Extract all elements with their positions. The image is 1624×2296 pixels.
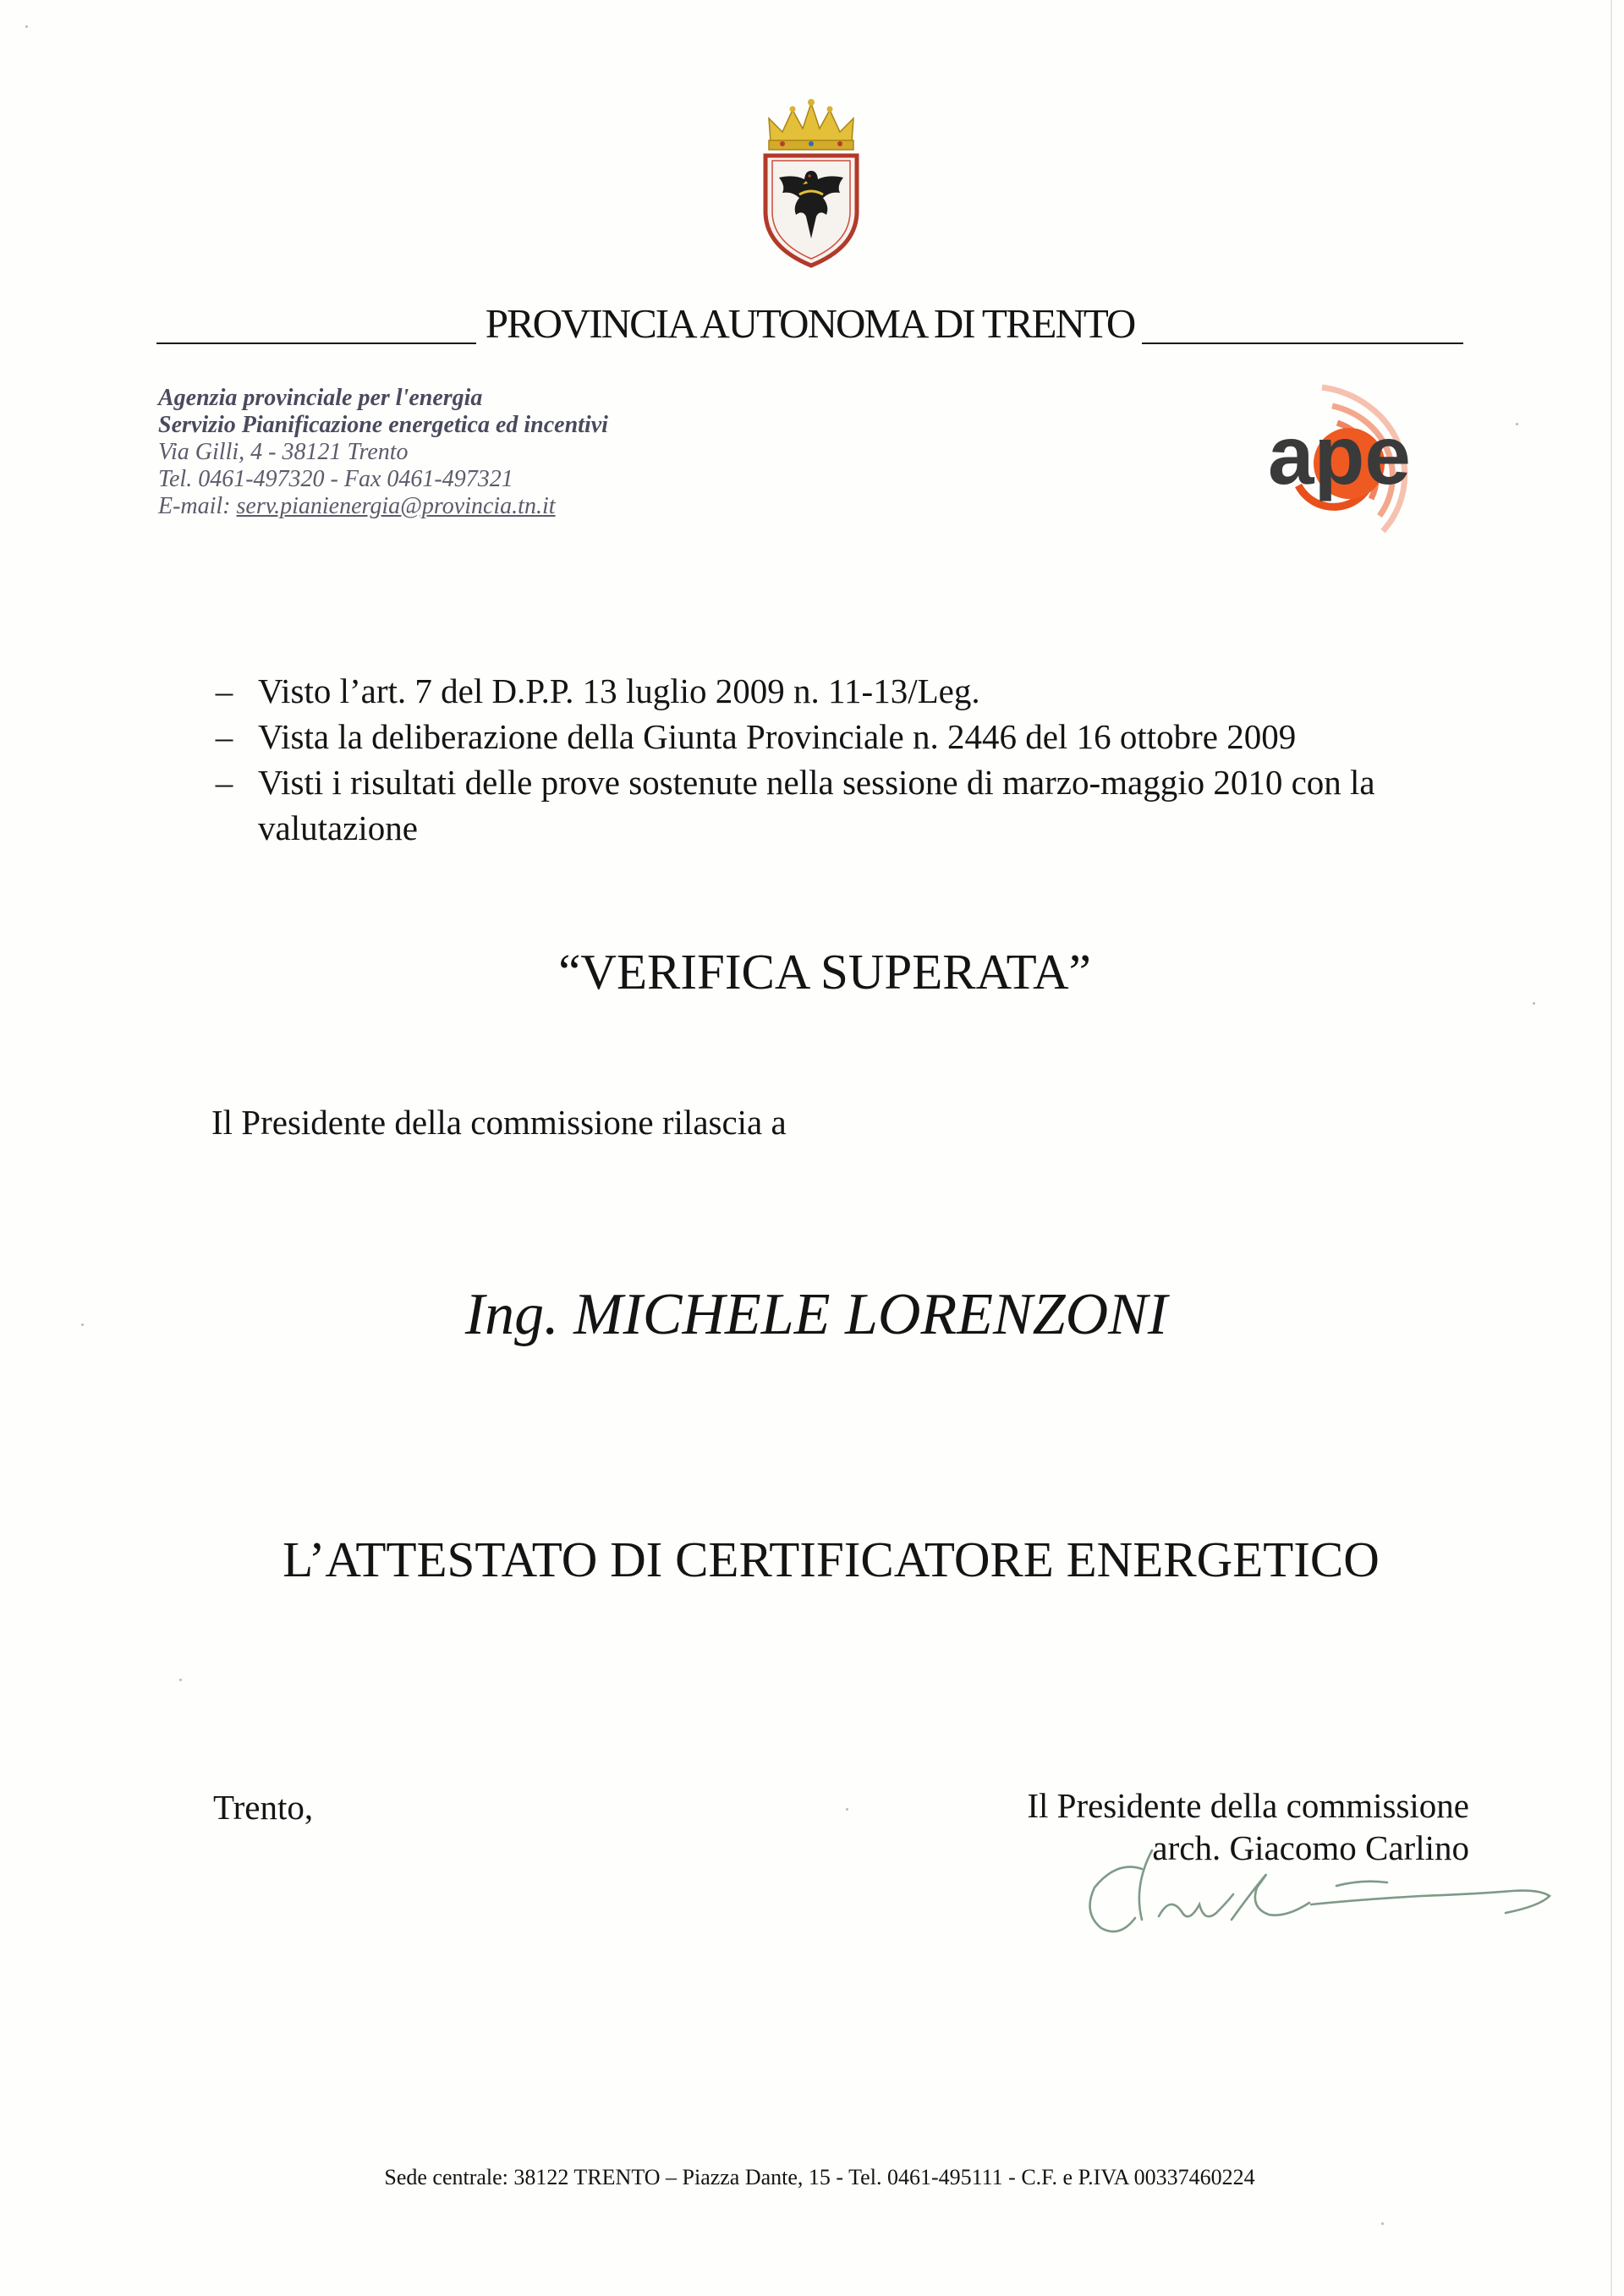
list-item bbox=[211, 759, 1480, 851]
handwritten-signature bbox=[1083, 1835, 1565, 1945]
list-marker: – bbox=[215, 671, 233, 710]
scan-speck bbox=[1516, 423, 1518, 425]
list-item bbox=[211, 714, 1480, 759]
consideration-text: Visto l’art. 7 del D.P.P. 13 luglio 2009 n. 11-13/Leg. bbox=[258, 671, 980, 710]
agency-phone-fax: Tel. 0461-497320 - Fax 0461-497321 bbox=[158, 466, 513, 492]
agency-name: Agenzia provinciale per l'energia bbox=[158, 385, 483, 411]
scan-speck bbox=[25, 25, 28, 28]
scan-speck bbox=[1381, 2222, 1384, 2225]
list-marker: – bbox=[215, 717, 233, 756]
footer-address: Sede centrale: 38122 TRENTO – Piazza Dante, 15 - Tel. 0461-495111 - C.F. e P.IVA 00337460224 bbox=[384, 2165, 1255, 2189]
header bbox=[156, 300, 1463, 348]
list-item bbox=[211, 668, 1480, 714]
issuer-line: Il Presidente della commissione rilascia a bbox=[211, 1103, 787, 1142]
signatory-role: Il Presidente della commissione bbox=[1027, 1786, 1469, 1825]
scan-speck bbox=[179, 1679, 182, 1681]
ape-logo-icon bbox=[1180, 372, 1442, 541]
consideration-text: Visti i risultati delle prove sostenute nella sessione di marzo-maggio 2010 con la valutazione bbox=[258, 763, 1375, 847]
agency-email-link[interactable]: serv.pianienergia@provincia.tn.it bbox=[236, 493, 556, 519]
header-rule-right bbox=[1142, 342, 1463, 344]
certificate-title: L’ATTESTATO DI CERTIFICATORE ENERGETICO bbox=[283, 1532, 1380, 1587]
consideration-text: Vista la deliberazione della Giunta Provinciale n. 2446 del 16 ottobre 2009 bbox=[258, 717, 1297, 756]
place-date: Trento, bbox=[213, 1788, 314, 1827]
header-title: PROVINCIA AUTONOMA DI TRENTO bbox=[485, 300, 1135, 347]
header-rule-left bbox=[156, 342, 476, 344]
list-marker: – bbox=[215, 763, 233, 802]
scan-speck bbox=[846, 1808, 848, 1811]
ape-logo-text: ape bbox=[1268, 408, 1411, 501]
agency-service: Servizio Pianificazione energetica ed incentivi bbox=[158, 412, 608, 438]
signatory-name: arch. Giacomo Carlino bbox=[1152, 1828, 1469, 1867]
trento-coat-of-arms-icon bbox=[752, 93, 870, 271]
scan-speck bbox=[1533, 1002, 1535, 1005]
agency-email-line bbox=[158, 493, 608, 520]
recipient-name: Ing. MICHELE LORENZONI bbox=[464, 1282, 1168, 1347]
agency-address: Via Gilli, 4 - 38121 Trento bbox=[158, 439, 409, 465]
agency-email-label: E-mail: bbox=[158, 493, 231, 519]
considerations-list bbox=[211, 668, 1480, 851]
outcome-heading: “VERIFICA SUPERATA” bbox=[558, 944, 1091, 1000]
agency-block bbox=[158, 385, 608, 520]
